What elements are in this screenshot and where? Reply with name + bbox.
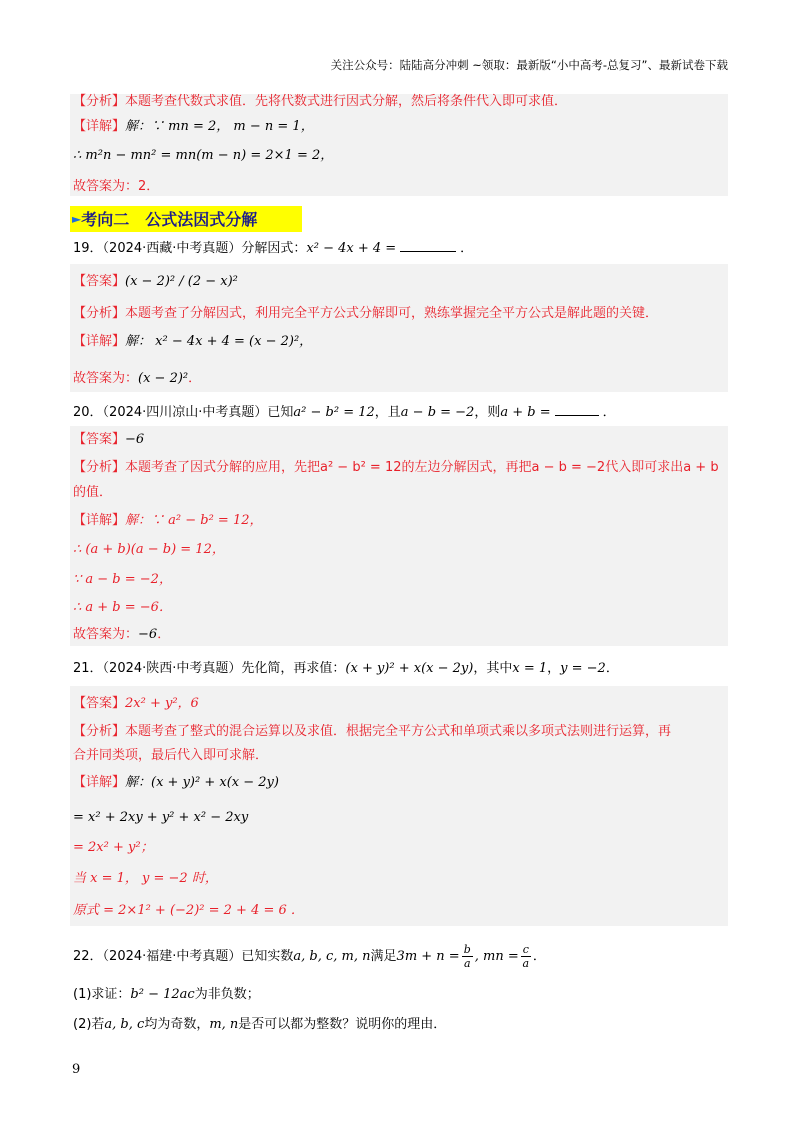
step-20-2: ∵ a − b = −2， bbox=[73, 572, 172, 587]
page-number: 9 bbox=[72, 1062, 81, 1077]
question-19: 19．（2024·西藏·中考真题）分解因式：x² − 4x + 4 = ． bbox=[73, 241, 474, 256]
step-21-4: 原式 = 2×1² + (−2)² = 2 + 4 = 6 ． bbox=[73, 903, 304, 918]
analysis-19: 【分析】本题考查了分解因式，利用完全平方公式分解即可，熟练掌握完全平方公式是解此题的关键． bbox=[73, 306, 659, 321]
conclusion-19: 故答案为：(x − 2)²． bbox=[73, 371, 202, 386]
detail-19: 【详解】解： x² − 4x + 4 = (x − 2)²， bbox=[73, 334, 313, 349]
question-22: 22．（2024·福建·中考真题）已知实数a, b, c, m, n满足3m + n = $\frac{b}{a}$ , mn = $\frac{c}{a}$ ． bbox=[73, 943, 546, 970]
question-21: 21．（2024·陕西·中考真题）先化简，再求值：(x + y)² + x(x − 2y)，其中x = 1，y = −2． bbox=[73, 661, 619, 676]
fraction-c-over-a: $\frac{c}{a}$ bbox=[522, 943, 530, 970]
triangle-icon: ► bbox=[72, 212, 82, 226]
question-20: 20．（2024·四川凉山·中考真题）已知a² − b² = 12，且a − b = −2，则a + b = ． bbox=[73, 405, 616, 420]
analysis-21-line1: 【分析】本题考查了整式的混合运算以及求值．根据完全平方公式和单项式乘以多项式法则进行运算，再 bbox=[73, 724, 672, 739]
page-header: 关注公众号：陆陆高分冲刺 ~领取：最新版“小中高考-总复习”、最新试卷下载 bbox=[330, 58, 728, 72]
answer-21: 【答案】2x² + y²，6 bbox=[73, 696, 199, 711]
step-21-2: = 2x² + y²； bbox=[73, 840, 154, 855]
step-20-1: ∴ (a + b)(a − b) = 12， bbox=[73, 542, 225, 557]
fraction-b-over-a: $\frac{b}{a}$ bbox=[463, 943, 471, 970]
conclusion-18: 故答案为：2． bbox=[73, 179, 160, 194]
detail-20: 【详解】解：∵ a² − b² = 12， bbox=[73, 513, 263, 528]
step-18: ∴ m²n − mn² = mn(m − n) = 2×1 = 2， bbox=[73, 148, 334, 163]
question-22-part1: (1)求证：b² − 12ac为非负数； bbox=[73, 987, 260, 1002]
step-20-3: ∴ a + b = −6． bbox=[73, 600, 172, 615]
analysis-18: 【分析】本题考查代数式求值．先将代数式进行因式分解，然后将条件代入即可求值． bbox=[73, 94, 568, 109]
answer-20: 【答案】−6 bbox=[73, 432, 145, 447]
answer-19: 【答案】(x − 2)² / (2 − x)² bbox=[73, 274, 238, 289]
step-21-1: = x² + 2xy + y² + x² − 2xy bbox=[73, 810, 249, 825]
detail-21: 【详解】解：(x + y)² + x(x − 2y) bbox=[73, 775, 279, 790]
answer-blank bbox=[400, 239, 456, 252]
detail-label: 【详解】 bbox=[73, 119, 126, 134]
analysis-20-line2: 的值． bbox=[73, 485, 113, 500]
section-heading: ►考向二 公式法因式分解 bbox=[70, 206, 302, 232]
detail-18: 【详解】解：∵ mn = 2， m − n = 1， bbox=[73, 119, 314, 134]
question-22-part2: (2)若a, b, c均为奇数，m, n是否可以都为整数？说明你的理由． bbox=[73, 1017, 447, 1032]
conclusion-20: 故答案为：−6． bbox=[73, 627, 171, 642]
analysis-21-line2: 合并同类项，最后代入即可求解． bbox=[73, 748, 269, 763]
answer-blank bbox=[555, 403, 599, 416]
analysis-20-line1: 【分析】本题考查了因式分解的应用，先把a² − b² = 12的左边分解因式，再把a − b = −2代入即可求出a + b bbox=[73, 460, 719, 475]
step-21-3: 当 x = 1， y = −2 时， bbox=[73, 871, 218, 886]
